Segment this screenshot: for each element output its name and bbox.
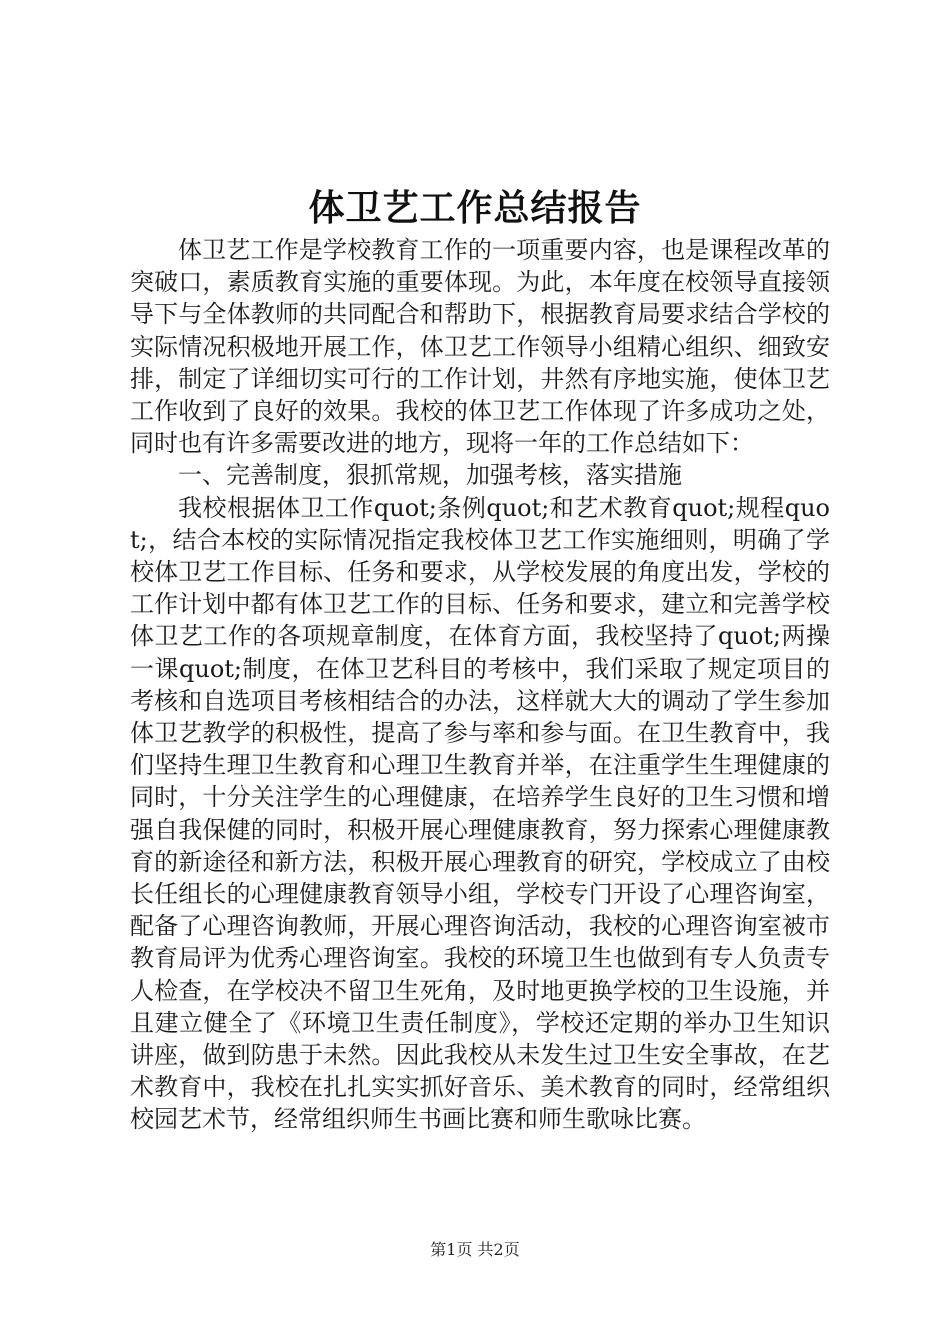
section-heading: 一、完善制度，狠抓常规，加强考核，落实措施 [178, 461, 682, 490]
document-title: 体卫艺工作总结报告 [308, 187, 642, 229]
document-body [130, 234, 830, 1136]
page-number-footer: 第1页 共2页 [430, 1240, 520, 1259]
body-paragraph: 我校根据体卫工作quot;条例quot;和艺术教育quot;规程quot;，结合本校的实际情况指定我校体卫艺工作实施细则，明确了学校体卫艺工作目标、任务和要求，从学校发展的角度出发，学校的工作计划中都有体卫艺工作的目标、任务和要求，建立和完善学校体卫艺工作的各项规章制度，在体育方面，我校坚持了quot;两操一课quot;制度，在体卫艺科目的考核中，我们采取了规定项目的考核和自选项目考核相结合的办法，这样就大大的调动了学生参加体卫艺教学的积极性，提高了参与率和参与面。在卫生教育中，我们坚持生理卫生教育和心理卫生教育并举，在注重学生生理健康的同时，十分关注学生的心理健康，在培养学生良好的卫生习惯和增强自我保健的同时，积极开展心理健康教育，努力探索心理健康教育的新途径和新方法，积极开展心理教育的研究，学校成立了由校长任组长的心理健康教育领导小组，学校专门开设了心理咨询室，配备了心理咨询教师，开展心理咨询活动，我校的心理咨询室被市教育局评为优秀心理咨询室。我校的环境卫生也做到有专人负责专人检查，在学校决不留卫生死角，及时地更换学校的卫生设施，并且建立健全了《环境卫生责任制度》，学校还定期的举办卫生知识讲座，做到防患于未然。因此我校从未发生过卫生安全事故，在艺术教育中，我校在扎扎实实抓好音乐、美术教育的同时，经常组织校园艺术节，经常组织师生书画比赛和师生歌咏比赛。 [130, 493, 830, 1134]
intro-paragraph: 体卫艺工作是学校教育工作的一项重要内容，也是课程改革的突破口，素质教育实施的重要体现。为此，本年度在校领导直接领导下与全体教师的共同配合和帮助下，根据教育局要求结合学校的实际情况积极地开展工作，体卫艺工作领导小组精心组织、细致安排，制定了详细切实可行的工作计划，井然有序地实施，使体卫艺工作收到了良好的效果。我校的体卫艺工作体现了许多成功之处，同时也有许多需要改进的地方，现将一年的工作总结如下： [130, 236, 830, 458]
